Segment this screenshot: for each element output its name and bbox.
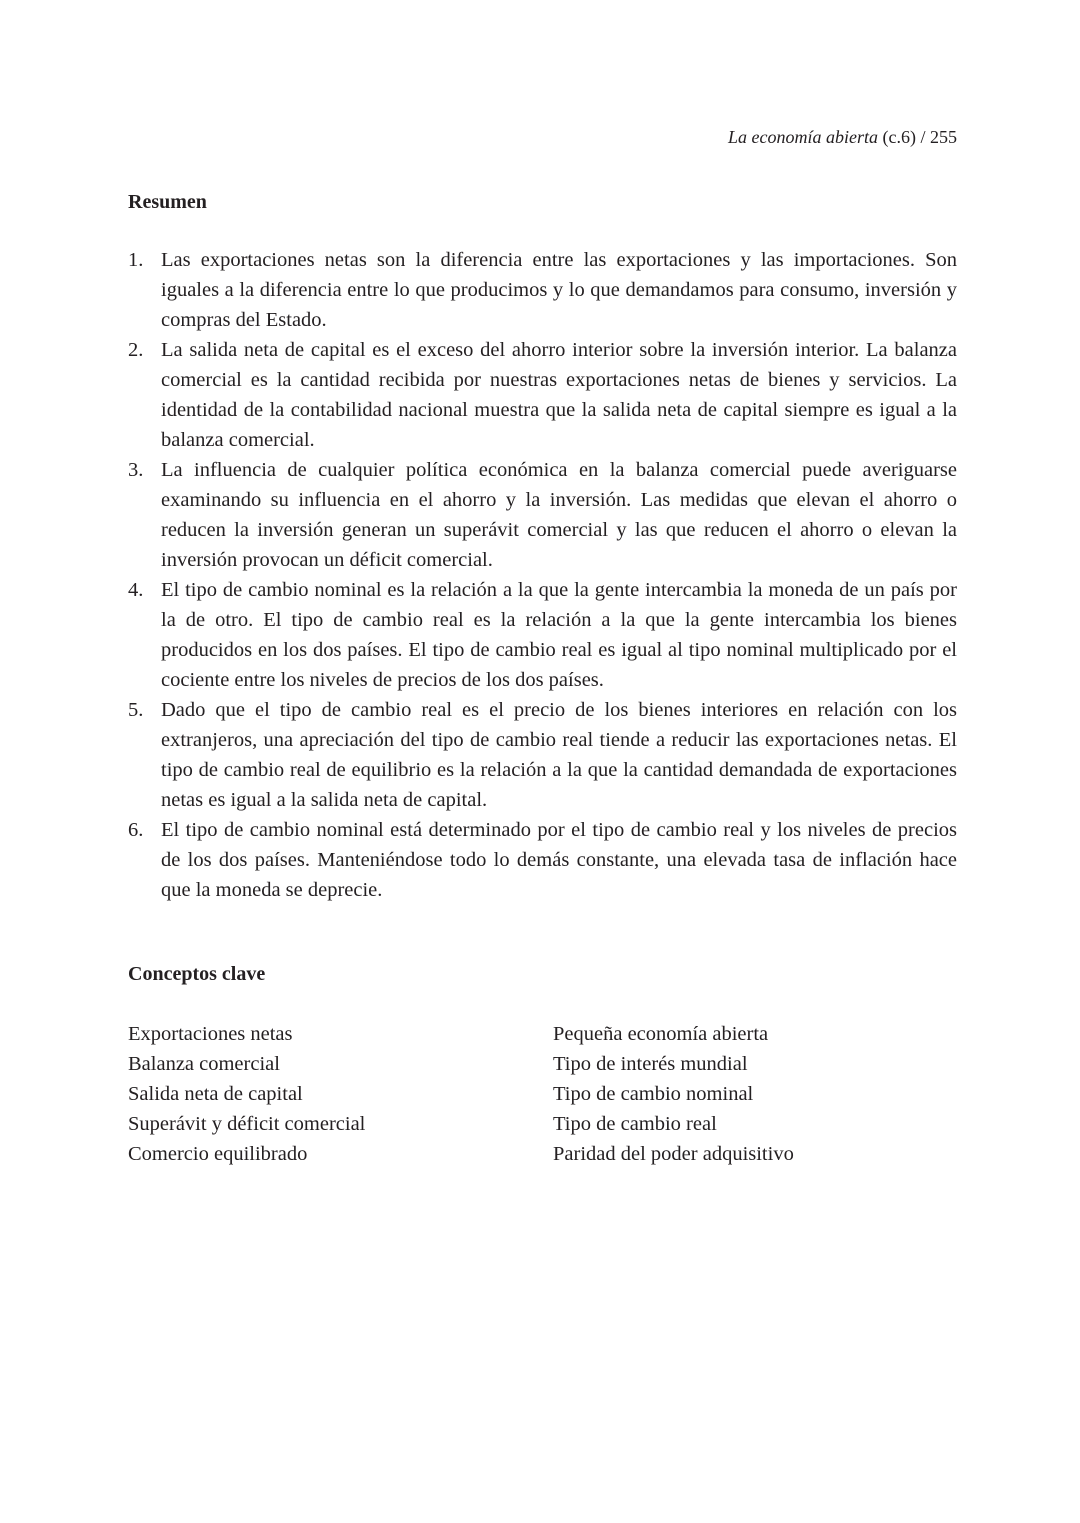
item-text: Las exportaciones netas son la diferencia entre las exportaciones y las importaciones. Son iguales a la diferencia entre lo que producimos y lo que demandamos para consumo, inversión y compras del Estado. <box>161 249 957 331</box>
item-text: Dado que el tipo de cambio real es el precio de los bienes interiores en relación con los extranjeros, una apreciación del tipo de cambio real tiende a reducir las exportaciones netas. El tipo de cambio real de equilibrio es la relación a la que la cantidad demandada de exportaciones netas es igual a la salida neta de capital. <box>161 699 957 811</box>
summary-heading: Resumen <box>128 191 207 213</box>
summary-item-5 <box>128 695 957 815</box>
summary-item-3 <box>128 455 957 575</box>
concept-term: Exportaciones netas <box>128 1023 293 1045</box>
item-number: 3. <box>128 459 144 481</box>
concept-term: Tipo de interés mundial <box>553 1053 748 1075</box>
item-text: El tipo de cambio nominal está determinado por el tipo de cambio real y los niveles de precios de los dos países. Manteniéndose todo lo demás constante, una elevada tasa de inflación hace que la moneda se deprecie. <box>161 819 957 901</box>
key-concepts-left-column <box>128 1019 553 1169</box>
running-head <box>128 126 957 148</box>
concept-term: Paridad del poder adquisitivo <box>553 1143 794 1165</box>
key-concepts-heading: Conceptos clave <box>128 963 266 985</box>
summary-item-6 <box>128 815 957 905</box>
chapter-title: La economía abierta <box>728 127 879 147</box>
concept-term: Superávit y déficit comercial <box>128 1113 366 1135</box>
item-text: La salida neta de capital es el exceso del ahorro interior sobre la inversión interior. La balanza comercial es la cantidad recibida por nuestras exportaciones netas de bienes y servicios. La identidad de la contabilidad nacional muestra que la salida neta de capital siempre es igual a la balanza comercial. <box>161 339 957 451</box>
item-number: 5. <box>128 699 144 721</box>
summary-list <box>128 245 957 905</box>
summary-item-4 <box>128 575 957 695</box>
key-concepts-list <box>128 1019 957 1169</box>
concept-term: Salida neta de capital <box>128 1083 303 1105</box>
item-number: 2. <box>128 339 144 361</box>
concept-term: Pequeña economía abierta <box>553 1023 769 1045</box>
item-number: 4. <box>128 579 144 601</box>
page-number: (c.6) / 255 <box>878 127 957 147</box>
item-number: 6. <box>128 819 144 841</box>
summary-item-2 <box>128 335 957 455</box>
concept-term: Comercio equilibrado <box>128 1143 308 1165</box>
item-text: La influencia de cualquier política económica en la balanza comercial puede averiguarse examinando su influencia en el ahorro y la inversión. Las medidas que elevan el ahorro o reducen la inversión generan un superávit comercial y las que reducen el ahorro o elevan la inversión provocan un déficit comercial. <box>161 459 957 571</box>
summary-item-1 <box>128 245 957 335</box>
key-concepts-right-column <box>553 1019 957 1169</box>
item-text: El tipo de cambio nominal es la relación a la que la gente intercambia la moneda de un país por la de otro. El tipo de cambio real es la relación a la que la gente intercambia los bienes producidos en los dos países. El tipo de cambio real es igual al tipo nominal multiplicado por el cociente entre los niveles de precios de los dos países. <box>161 579 957 691</box>
concept-term: Tipo de cambio real <box>553 1113 717 1135</box>
concept-term: Tipo de cambio nominal <box>553 1083 754 1105</box>
item-number: 1. <box>128 249 144 271</box>
concept-term: Balanza comercial <box>128 1053 280 1075</box>
page-content <box>128 190 957 1169</box>
